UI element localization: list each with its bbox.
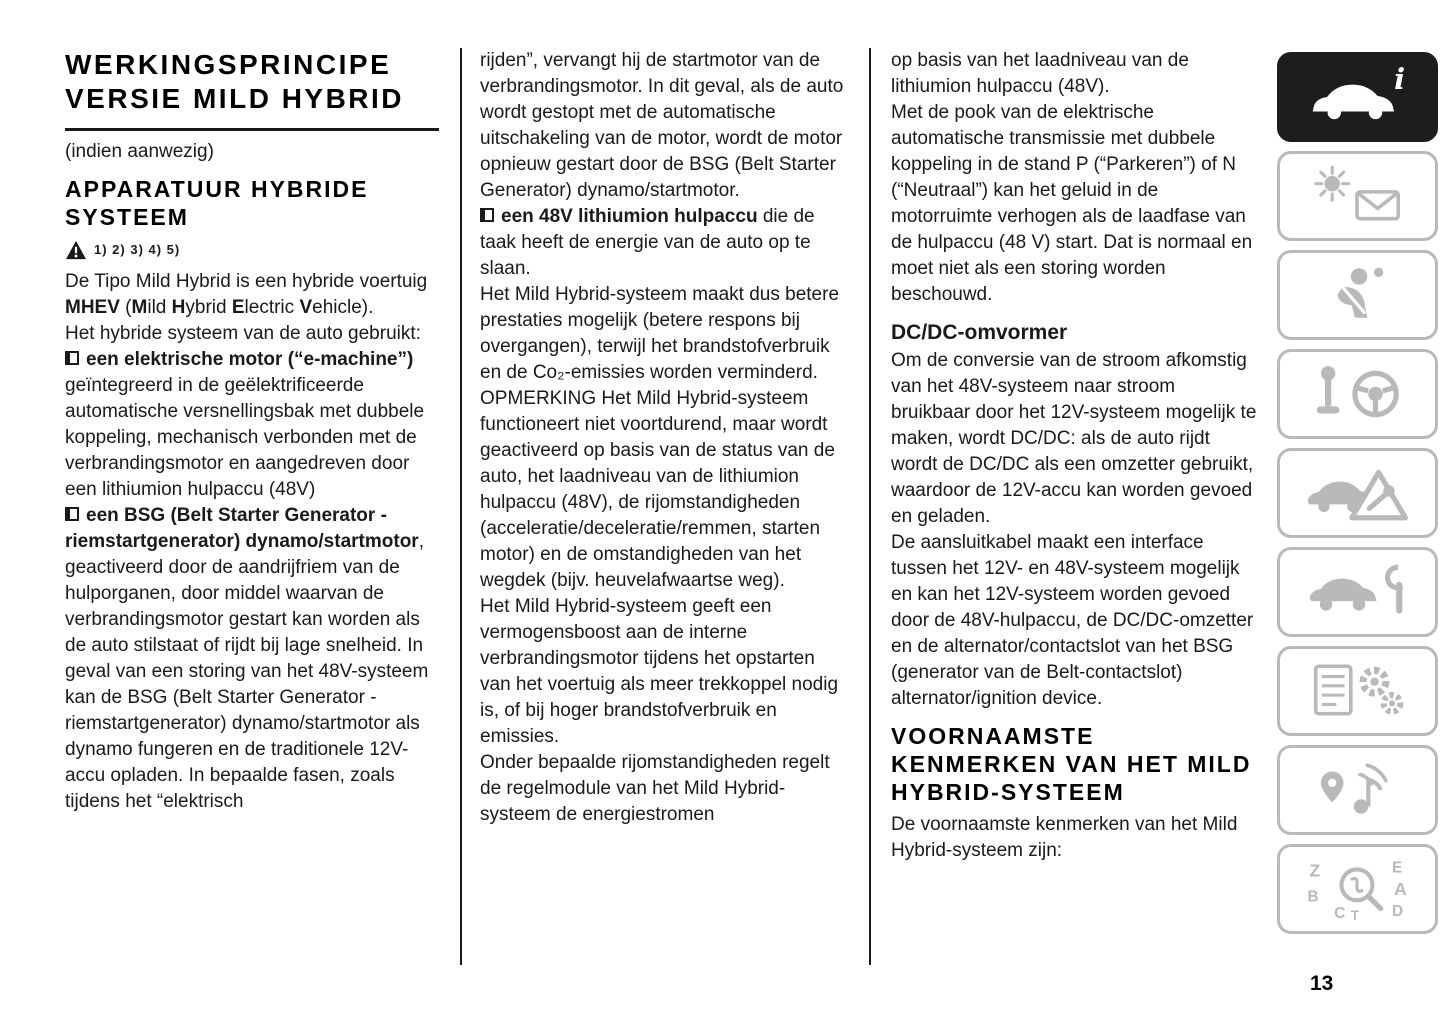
gearshift-steering-icon [1299,361,1417,427]
sidebar-tab-index[interactable] [1277,844,1438,934]
sidebar-tab-maintenance[interactable] [1277,547,1438,637]
sidebar-tab-multimedia[interactable] [1277,745,1438,835]
run-in-heading: DC/DC-omvormer [891,321,1068,344]
audio-navigation-icon [1299,757,1417,823]
section-title: WERKINGSPRINCIPE VERSIE MILD HYBRID [65,48,439,131]
availability-note: (indien aanwezig) [65,141,214,162]
bullet-item: een 48V lithiumion hulpaccu die de taak heeft de energie van de auto op te slaan. [480,206,815,279]
car-wrench-icon [1299,559,1417,625]
svg-text:Z: Z [1309,860,1320,881]
spec-sheet-gears-icon [1299,658,1417,724]
bullet-item: een elektrische motor (“e-machine”) geïntegreerd in de geëlektrificeerde automatische versnellingsbak met dubbele koppeling, mechanisch verbonden met de verbrandingsmotor en aangedreven door een lithiumion hulpaccu (48V) [65,349,425,500]
dashboard-light-message-icon [1299,163,1417,229]
square-bullet-icon [65,507,79,521]
paragraph: Het hybride systeem van de auto gebruikt: [65,323,421,344]
paragraph: Het Mild Hybrid-systeem maakt dus betere prestaties mogelijk (betere respons bij overgangen), terwijl het brandstofverbruik en de Co₂-emissies worden verminderd. [480,284,840,383]
sidebar-tab-warning-lights[interactable] [1277,151,1438,241]
sidebar-tab-safety[interactable] [1277,250,1438,340]
subsection-title: APPARATUUR HYBRIDE SYSTEEM [65,176,369,230]
page-number: 13 [1310,972,1334,995]
seatbelt-airbag-icon [1299,262,1417,328]
paragraph: Met de pook van de elektrische automatische transmissie met dubbele koppeling in de stand P (“Parkeren”) of N (“Neutraal”) kan het geluid in de motorruimte verhogen als de laadfase van de hulpaccu (48 V) start. Dat is normaal en moet niet als een storing worden beschouwd. [891,102,1253,305]
paragraph: OPMERKING Het Mild Hybrid-systeem functioneert niet voortdurend, maar wordt geactiveerd op basis van de status van de auto, het laadniveau van de lithiumion hulpaccu (48V), de rijomstandigheden (acceleratie/deceleratie/remmen, starten motor) en de omstandigheden van het wegdek (bijv. heuvelafwaartse weg). [480,388,835,591]
sidebar-tab-starting-driving[interactable] [1277,349,1438,439]
square-bullet-icon [480,208,494,222]
svg-text:B: B [1306,888,1319,906]
paragraph: op basis van het laadniveau van de lithiumion hulpaccu (48V). [891,50,1189,97]
column-2 [480,48,848,828]
svg-text:i: i [1393,64,1405,96]
sidebar-tab-technical-data[interactable] [1277,646,1438,736]
subsection-title: VOORNAAMSTE KENMERKEN VAN HET MILD HYBRID-SYSTEEM [891,723,1252,805]
warning-triangle-icon [65,240,87,260]
car-info-icon [1299,64,1417,130]
square-bullet-icon [65,351,79,365]
svg-text:D: D [1391,902,1403,920]
alphabetical-index-icon [1299,856,1417,922]
svg-text:T: T [1350,907,1359,922]
svg-text:A: A [1393,879,1407,900]
column-3 [891,48,1259,864]
car-warning-triangle-icon [1299,460,1417,526]
warning-references [65,237,439,263]
svg-text:C: C [1333,904,1345,922]
paragraph: De aansluitkabel maakt een interface tussen het 12V- en 48V-systeem mogelijk en kan het 12V-systeem worden gevoed door de 48V-hulpaccu, de DC/DC-omzetter en de alternator/contactslot van het BSG (generator van de Belt-contactslot) alternator/ignition device. [891,532,1254,709]
paragraph: Het Mild Hybrid-systeem geeft een vermogensboost aan de interne verbrandingsmotor tijdens het opstarten van het voertuig als meer trekkoppel nodig is, of bij hoger brandstofverbruik en emissies. [480,596,839,747]
paragraph: Onder bepaalde rijomstandigheden regelt de regelmodule van het Mild Hybrid-systeem de energiestromen [480,752,830,825]
column-1 [65,48,439,815]
svg-text:E: E [1391,859,1402,877]
column-divider [869,48,871,965]
sidebar [1277,52,1438,943]
bullet-item: een BSG (Belt Starter Generator - riemstartgenerator) dynamo/startmotor, geactiveerd door de aandrijfriem van de hulporganen, door middel waarvan de verbrandingsmotor gestart kan worden als de auto stilstaat of rijdt bij lage snelheid. In geval van een storing van het 48V-systeem kan de BSG (Belt Starter Generator - riemstartgenerator) dynamo/startmotor als dynamo fungeren en de traditionele 12V-accu opladen. In bepaalde fasen, zoals tijdens het “elektrisch [65,505,429,812]
paragraph: rijden”, vervangt hij de startmotor van de verbrandingsmotor. In dit geval, als de auto wordt gestopt met de automatische uitschakeling van de motor, wordt de motor opnieuw gestart door de BSG (Belt Starter Generator) dynamo/startmotor. [480,50,844,201]
paragraph: Om de conversie van de stroom afkomstig van het 48V-systeem naar stroom bruikbaar door het 12V-systeem mogelijk te maken, wordt DC/DC: als de auto rijdt wordt de DC/DC als een omzetter gebruikt, waardoor de 12V-accu kan worden gevoed en geladen. [891,350,1257,527]
sidebar-tab-vehicle-info[interactable] [1277,52,1438,142]
paragraph: De Tipo Mild Hybrid is een hybride voertuig MHEV (Mild Hybrid Electric Vehicle). [65,271,428,318]
sidebar-tab-emergency[interactable] [1277,448,1438,538]
note-reference-numbers: 1) 2) 3) 4) 5) [94,242,181,257]
column-divider [460,48,462,965]
paragraph: De voornaamste kenmerken van het Mild Hybrid-systeem zijn: [891,814,1238,861]
